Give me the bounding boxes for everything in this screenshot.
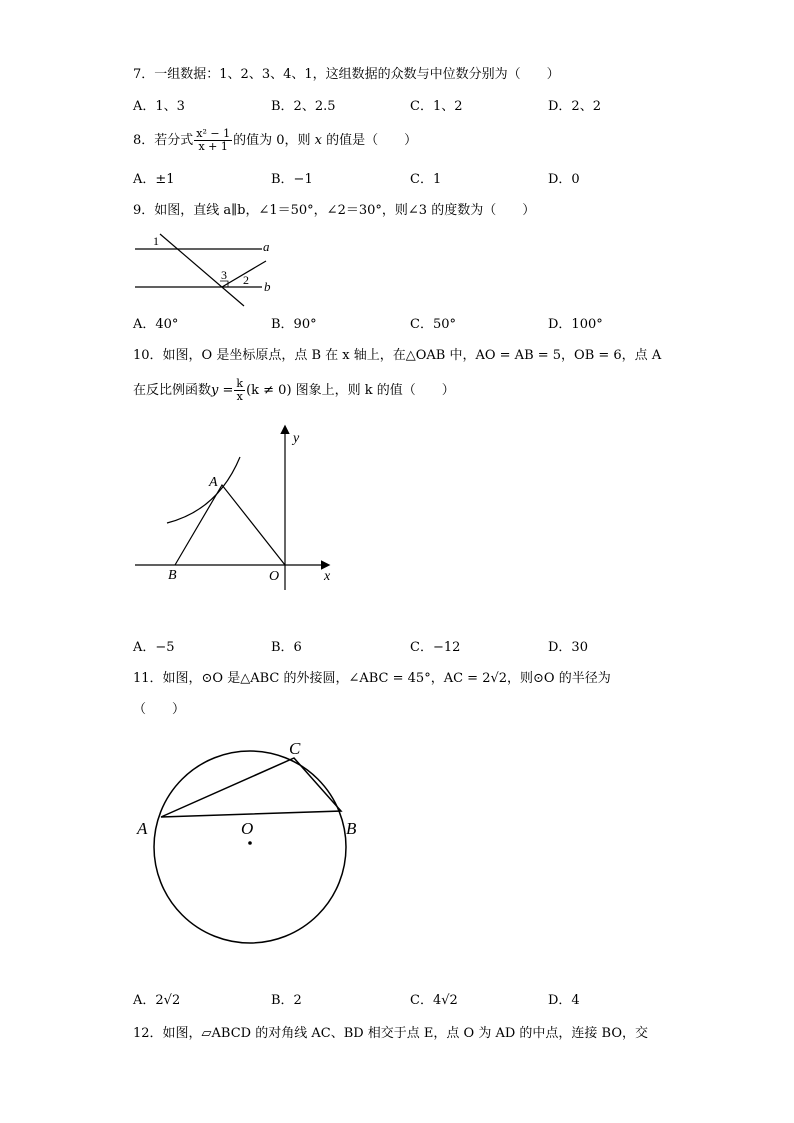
q10-fn-lhs: y = bbox=[211, 383, 234, 398]
q11-option-a: A．2√2 bbox=[133, 993, 181, 1008]
q8-frac-num: x² − 1 bbox=[196, 127, 231, 140]
q7-option-c: C．1、2 bbox=[410, 99, 463, 114]
q11-stem-line2: （ ） bbox=[133, 702, 186, 717]
triangle-oab bbox=[175, 485, 285, 565]
transversal-1 bbox=[160, 234, 244, 306]
q9-option-c: C．50° bbox=[410, 317, 456, 332]
line-a-label: a bbox=[263, 239, 270, 254]
q10-option-a: A．−5 bbox=[133, 640, 175, 655]
triangle-abc bbox=[161, 758, 341, 817]
q8-stem-prefix: 8．若分式 bbox=[133, 133, 194, 148]
point-a-label: A bbox=[209, 475, 218, 490]
point-b-label: B bbox=[346, 819, 357, 838]
line-b-label: b bbox=[264, 279, 271, 294]
center-point bbox=[248, 841, 252, 845]
point-b-label: B bbox=[168, 568, 177, 583]
q8-stem-mid: 的值为 0，则 bbox=[233, 133, 311, 148]
q7-option-d: D．2、2 bbox=[548, 99, 601, 114]
q10-stem-line2 bbox=[133, 374, 455, 408]
q8-option-a: A．±1 bbox=[133, 172, 175, 187]
q9-option-b: B．90° bbox=[271, 317, 317, 332]
q8-option-d: D．0 bbox=[548, 172, 580, 187]
q9-figure bbox=[130, 228, 280, 313]
q9-stem: 9．如图，直线 a∥b，∠1＝50°，∠2＝30°，则∠3 的度数为（ ） bbox=[133, 203, 536, 218]
q7-option-a: A．1、3 bbox=[133, 99, 185, 114]
q10-frac-num: k bbox=[236, 377, 244, 390]
q8-stem-suffix: 的值是（ ） bbox=[326, 133, 418, 148]
q10-option-d: D．30 bbox=[548, 640, 588, 655]
q11-figure bbox=[130, 730, 370, 975]
y-axis-label: y bbox=[293, 431, 300, 446]
angle-3-label: 3 bbox=[221, 268, 227, 282]
q7-option-b: B．2、2.5 bbox=[271, 99, 336, 114]
q10-fraction bbox=[234, 378, 245, 403]
q10-stem-line2-prefix: 在反比例函数 bbox=[133, 383, 212, 398]
angle-2-label: 2 bbox=[243, 273, 249, 287]
circumcircle bbox=[154, 751, 346, 943]
hyperbola-curve bbox=[167, 457, 240, 523]
q11-stem-line1: 11．如图，⊙O 是△ABC 的外接圆，∠ABC = 45°，AC = 2√2，则⊙O 的半径为 bbox=[133, 671, 611, 686]
q9-option-a: A．40° bbox=[133, 317, 179, 332]
center-o-label: O bbox=[241, 819, 254, 838]
q9-option-d: D．100° bbox=[548, 317, 603, 332]
q10-stem-line1: 10．如图，O 是坐标原点，点 B 在 x 轴上，在△OAB 中，AO = AB = 5，OB = 6，点 A bbox=[133, 348, 662, 363]
q7-stem: 7．一组数据：1、2、3、4、1，这组数据的众数与中位数分别为（ ） bbox=[133, 67, 560, 82]
q8-stem bbox=[133, 126, 417, 156]
q10-option-b: B．6 bbox=[271, 640, 302, 655]
q10-figure bbox=[130, 420, 350, 595]
q8-fraction bbox=[194, 128, 232, 153]
point-a-label: A bbox=[137, 819, 148, 838]
x-axis-label: x bbox=[324, 569, 331, 584]
q10-stem-line2-suffix: (k ≠ 0) 图象上，则 k 的值（ ） bbox=[246, 383, 455, 398]
q8-option-b: B．−1 bbox=[271, 172, 313, 187]
q8-frac-den: x + 1 bbox=[198, 140, 228, 153]
point-c-label: C bbox=[289, 739, 301, 758]
q12-stem: 12．如图，▱ABCD 的对角线 AC、BD 相交于点 E，点 O 为 AD 的中点，连接 BO，交 bbox=[133, 1026, 649, 1041]
q11-option-c: C．4√2 bbox=[410, 993, 458, 1008]
q8-option-c: C．1 bbox=[410, 172, 442, 187]
q10-option-c: C．−12 bbox=[410, 640, 461, 655]
q10-frac-den: x bbox=[236, 390, 243, 403]
point-o-label: O bbox=[269, 569, 280, 584]
q11-option-b: B．2 bbox=[271, 993, 302, 1008]
angle-1-label: 1 bbox=[153, 234, 159, 248]
q11-option-d: D．4 bbox=[548, 993, 580, 1008]
q8-var: x bbox=[314, 133, 322, 148]
